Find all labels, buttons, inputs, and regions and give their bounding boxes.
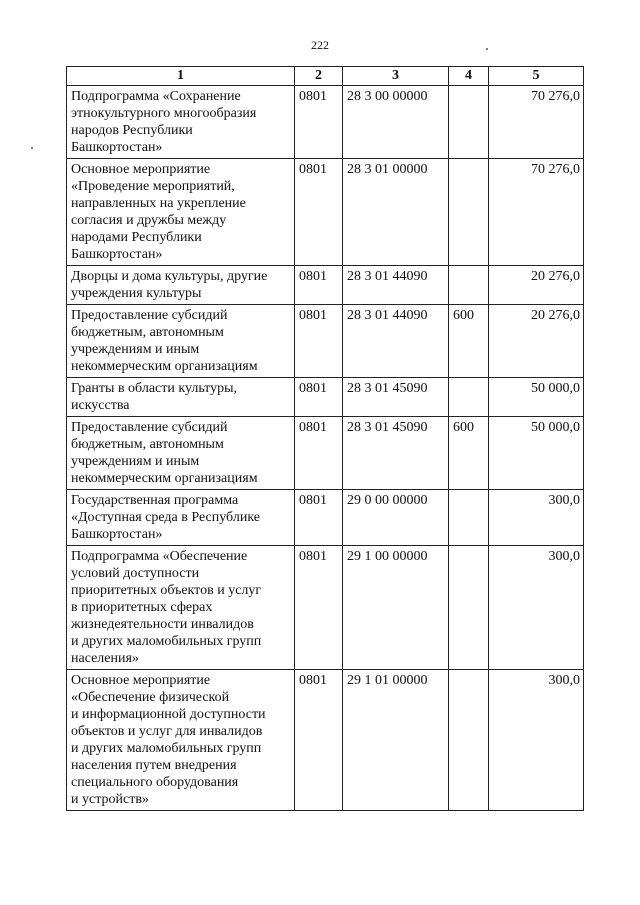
row-section-cell: 0801 (295, 670, 343, 811)
scan-speck (486, 48, 488, 50)
row-name-cell: Подпрограмма «Сохранение этнокультурного многообразия народов Республики Башкортостан» (67, 86, 295, 159)
row-expense-type-cell (449, 86, 489, 159)
row-expense-type-cell (449, 266, 489, 305)
row-section-cell: 0801 (295, 378, 343, 417)
row-sum-cell: 20 276,0 (489, 305, 584, 378)
row-name-cell: Государственная программа «Доступная среда в Республике Башкортостан» (67, 490, 295, 546)
row-sum-cell: 300,0 (489, 670, 584, 811)
row-name-cell: Дворцы и дома культуры, другие учреждения культуры (67, 266, 295, 305)
row-section-cell: 0801 (295, 159, 343, 266)
row-code-cell: 28 3 01 44090 (343, 266, 449, 305)
table-row (67, 159, 584, 266)
row-code-cell: 29 0 00 00000 (343, 490, 449, 546)
budget-table (66, 66, 584, 811)
row-name-cell: Гранты в области культуры, искусства (67, 378, 295, 417)
table-row (67, 266, 584, 305)
row-code-cell: 28 3 01 00000 (343, 159, 449, 266)
column-header-4: 4 (449, 67, 489, 86)
row-name-cell: Предоставление субсидий бюджетным, автономным учреждениям и иным некоммерческим организациям (67, 417, 295, 490)
row-expense-type-cell (449, 159, 489, 266)
table-row (67, 490, 584, 546)
row-sum-cell: 70 276,0 (489, 86, 584, 159)
row-sum-cell: 50 000,0 (489, 378, 584, 417)
row-section-cell: 0801 (295, 417, 343, 490)
table-row (67, 670, 584, 811)
row-sum-cell: 50 000,0 (489, 417, 584, 490)
row-code-cell: 28 3 01 44090 (343, 305, 449, 378)
row-code-cell: 28 3 01 45090 (343, 417, 449, 490)
row-expense-type-cell (449, 546, 489, 670)
row-sum-cell: 300,0 (489, 490, 584, 546)
row-code-cell: 29 1 00 00000 (343, 546, 449, 670)
column-header-5: 5 (489, 67, 584, 86)
table-row (67, 305, 584, 378)
row-expense-type-cell (449, 378, 489, 417)
row-section-cell: 0801 (295, 86, 343, 159)
row-expense-type-cell (449, 670, 489, 811)
header-row (67, 67, 584, 86)
row-name-cell: Основное мероприятие «Проведение мероприятий, направленных на укрепление согласия и дружбы между народами Республики Башкортостан» (67, 159, 295, 266)
row-section-cell: 0801 (295, 266, 343, 305)
row-sum-cell: 300,0 (489, 546, 584, 670)
row-code-cell: 28 3 01 45090 (343, 378, 449, 417)
row-expense-type-cell: 600 (449, 305, 489, 378)
row-sum-cell: 70 276,0 (489, 159, 584, 266)
row-code-cell: 28 3 00 00000 (343, 86, 449, 159)
page-number: 222 (311, 38, 329, 52)
row-name-cell: Основное мероприятие «Обеспечение физической и информационной доступности объектов и услуг для инвалидов и других маломобильных групп населения путем внедрения специального оборудования и устройств» (67, 670, 295, 811)
scan-speck (31, 147, 33, 149)
column-header-1: 1 (67, 67, 295, 86)
row-expense-type-cell (449, 490, 489, 546)
row-name-cell: Подпрограмма «Обеспечение условий доступности приоритетных объектов и услуг в приоритетных сферах жизнедеятельности инвалидов и других маломобильных групп населения» (67, 546, 295, 670)
table-row (67, 86, 584, 159)
column-header-2: 2 (295, 67, 343, 86)
row-section-cell: 0801 (295, 305, 343, 378)
table-row (67, 378, 584, 417)
row-expense-type-cell: 600 (449, 417, 489, 490)
row-sum-cell: 20 276,0 (489, 266, 584, 305)
table-row (67, 417, 584, 490)
table-row (67, 546, 584, 670)
row-section-cell: 0801 (295, 490, 343, 546)
row-section-cell: 0801 (295, 546, 343, 670)
row-code-cell: 29 1 01 00000 (343, 670, 449, 811)
table-body (67, 86, 584, 811)
row-name-cell: Предоставление субсидий бюджетным, автономным учреждениям и иным некоммерческим организациям (67, 305, 295, 378)
column-header-3: 3 (343, 67, 449, 86)
